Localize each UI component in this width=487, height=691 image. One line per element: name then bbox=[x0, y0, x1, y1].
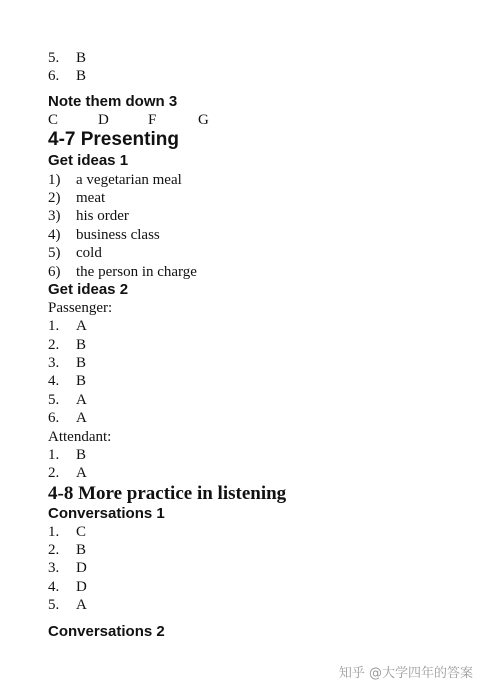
item-number: 1. bbox=[48, 524, 60, 540]
answer-item bbox=[48, 50, 86, 67]
item-number: 5. bbox=[48, 392, 60, 408]
item-number: 1) bbox=[48, 172, 61, 188]
answer-item bbox=[48, 227, 160, 244]
answer-item bbox=[48, 542, 86, 559]
item-answer: B bbox=[76, 337, 87, 353]
item-number: 1. bbox=[48, 318, 60, 334]
item-answer: B bbox=[76, 542, 87, 558]
subheading: Get ideas 1 bbox=[48, 152, 129, 169]
answer-item bbox=[48, 318, 87, 335]
answer-item bbox=[48, 264, 197, 281]
item-answer: the person in charge bbox=[76, 264, 197, 280]
item-answer: his order bbox=[76, 208, 129, 224]
answer-item bbox=[48, 447, 86, 464]
answer-item bbox=[48, 560, 87, 577]
answer-item bbox=[48, 373, 86, 390]
section-title: 4-7 Presenting bbox=[48, 129, 179, 150]
label-text: Attendant: bbox=[48, 429, 112, 445]
answer-item bbox=[48, 337, 86, 354]
item-answer: business class bbox=[76, 227, 160, 243]
item-number: 2) bbox=[48, 190, 61, 206]
item-answer: A bbox=[76, 597, 87, 613]
answer-item bbox=[48, 68, 86, 85]
answer-option: G bbox=[198, 112, 209, 128]
answer-item bbox=[48, 355, 86, 372]
item-answer: D bbox=[76, 560, 87, 576]
answer-item bbox=[48, 208, 129, 225]
item-answer: A bbox=[76, 318, 87, 334]
answer-option: C bbox=[48, 112, 59, 128]
answer-item bbox=[48, 524, 86, 541]
item-number: 6. bbox=[48, 410, 60, 426]
item-answer: D bbox=[76, 579, 87, 595]
answer-item bbox=[48, 172, 182, 189]
watermark-label: 知乎 @大学四年的答案 bbox=[338, 666, 473, 681]
item-answer: a vegetarian meal bbox=[76, 172, 182, 188]
item-answer: A bbox=[76, 392, 87, 408]
answer-item bbox=[48, 392, 87, 409]
item-answer: B bbox=[76, 50, 87, 66]
item-number: 5) bbox=[48, 245, 61, 261]
subheading: Get ideas 2 bbox=[48, 281, 129, 298]
item-answer: B bbox=[76, 373, 87, 389]
item-answer: B bbox=[76, 68, 87, 84]
subheading: Conversations 2 bbox=[48, 623, 165, 640]
item-number: 2. bbox=[48, 542, 60, 558]
item-answer: cold bbox=[76, 245, 102, 261]
item-answer: C bbox=[76, 524, 87, 540]
answer-option: D bbox=[98, 112, 109, 128]
item-answer: B bbox=[76, 447, 87, 463]
subheading: Conversations 1 bbox=[48, 505, 165, 522]
item-number: 1. bbox=[48, 447, 60, 463]
section-title: 4-8 More practice in listening bbox=[48, 483, 287, 504]
answer-item bbox=[48, 597, 87, 614]
answer-item bbox=[48, 245, 102, 262]
item-number: 4) bbox=[48, 227, 61, 243]
answer-item bbox=[48, 410, 87, 427]
answer-option: F bbox=[148, 112, 157, 128]
item-number: 6. bbox=[48, 68, 60, 84]
item-number: 5. bbox=[48, 50, 60, 66]
answer-item bbox=[48, 465, 87, 482]
answer-options-row bbox=[48, 112, 248, 129]
item-answer: A bbox=[76, 465, 87, 481]
subheading: Note them down 3 bbox=[48, 93, 178, 110]
item-number: 3. bbox=[48, 560, 60, 576]
item-number: 3. bbox=[48, 355, 60, 371]
item-number: 5. bbox=[48, 597, 60, 613]
item-number: 4. bbox=[48, 373, 60, 389]
item-answer: A bbox=[76, 410, 87, 426]
item-number: 2. bbox=[48, 337, 60, 353]
item-number: 4. bbox=[48, 579, 60, 595]
item-answer: meat bbox=[76, 190, 106, 206]
answer-item bbox=[48, 579, 87, 596]
item-number: 3) bbox=[48, 208, 61, 224]
item-answer: B bbox=[76, 355, 87, 371]
answer-item bbox=[48, 190, 105, 207]
label-text: Passenger: bbox=[48, 300, 113, 316]
item-number: 6) bbox=[48, 264, 61, 280]
item-number: 2. bbox=[48, 465, 60, 481]
